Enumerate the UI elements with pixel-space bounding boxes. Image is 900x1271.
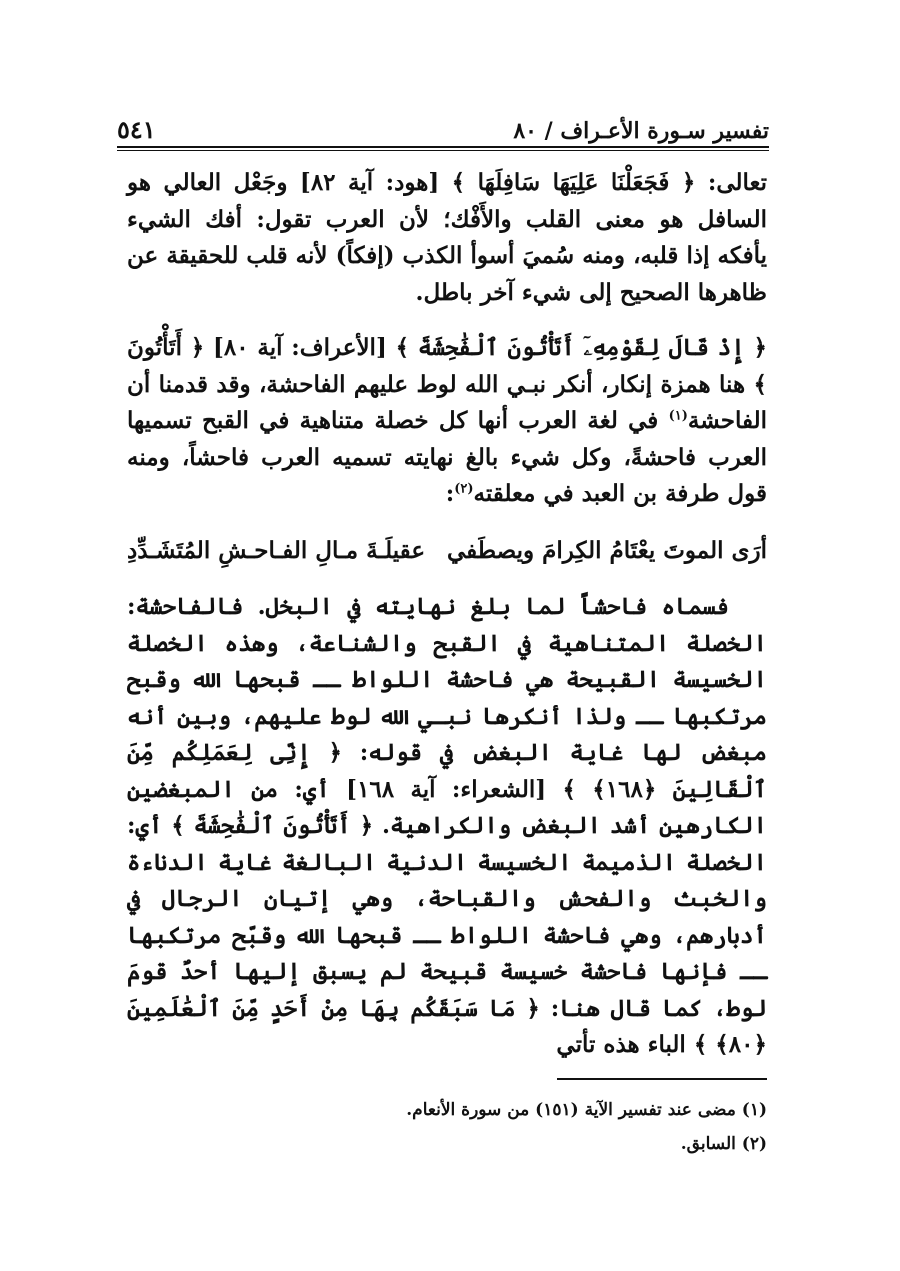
running-title: تفسير سـورة الأعـراف / ٨٠ — [513, 118, 769, 144]
quran-quote: ﴿ أَتَأْتُونَ ﴾ — [127, 334, 767, 398]
footnote-marker: (٢) — [454, 481, 474, 497]
poetry-verse — [127, 533, 767, 570]
verse-second-hemistich: عقيلَـةَ مـالِ الفـاحـشِ المُتَشَـدِّدِ — [127, 536, 426, 564]
paragraph-1: تعالى: ﴿ فَجَعَلْنَا عَلِيَهَا سَافِلَهَا ﴾ [هود: آية ٨٢] وجَعْل العالي هو السافل هو معنى القلب والأَفْك؛ لأن العرب تقول: أفك الشيء يأفكه إذا قلبه، ومنه سُميَ أسوأ الكذب (إفكاً) لأنه قلب للحقيقة عن ظاهرها الصحيح إلى شيء آخر باطل. — [127, 169, 767, 306]
page-number: ٥٤١ — [117, 115, 156, 144]
paragraph-text: : — [445, 480, 455, 507]
page-header — [117, 108, 769, 144]
footnote-rule — [557, 1078, 767, 1080]
paragraph-text: في لغة العرب أنها كل خصلة متناهية في القبح تسميها العرب فاحشةً، وكل شيء بالغ نهايته تسميه العرب فاحشاً، ومنه قول طرفة بن العبد في معلقته — [127, 407, 767, 507]
footnote-2: (٢) السابق. — [680, 1134, 767, 1154]
body-text — [127, 165, 767, 1064]
header-rule — [117, 146, 769, 151]
footnotes — [300, 1093, 767, 1161]
paragraph-text: هنا همزة إنكار، أنكر نبـي الله لوط عليهم الفاحشة، وقد قدمنا أن الفاحشة — [127, 370, 767, 434]
footnote-marker: (١) — [668, 408, 688, 424]
paragraph-3: فسماه فاحشاً لما بلغ نهايته في البخل. فالفاحشة: الخصلة المتناهية في القبح والشناعة، وهذه الخصلة الخسيسة القبيحة هي فاحشة اللواط ــ قبحها الله وقبح مرتكبها ــ ولذا أنكرها نبـي الله لوط عليهم، وبين أنه مبغض لها غاية البغض في قوله: ﴿ إِنِّى لِعَمَلِكُم مِّنَ ٱلْقَالِينَ ﴿١٦٨﴾ ﴾ [الشعراء: آية ١٦٨] أي: من المبغضين الكارهين أشد البغض والكراهية. ﴿ أَتَأْتُونَ ٱلْفَٰحِشَةَ ﴾ أي: الخصلة الذميمة الخسيسة الدنية البالغة غاية الدناءة والخبث والفحش والقباحة، وهي إتيان الرجال في أدبارهم، وهي فاحشة اللواط ــ قبحها الله وقبّح مرتكبها ــ فإنها فاحشة خسيسة قبيحة لم يسبق إليها أحدٌ قومَ لوط، كما قال هنا: ﴿ مَا سَبَقَكُم بِهَا مِنْ أَحَدٍ مِّنَ ٱلْعَٰلَمِينَ ﴿٨٠﴾ ﴾ الباء هذه تأتي — [127, 593, 767, 1058]
footnote-1: (١) مضى عند تفسير الآية (١٥١) من سورة الأنعام. — [406, 1100, 767, 1120]
quran-reference: [الأعراف: آية ٨٠] — [213, 334, 387, 361]
verse-first-hemistich: أرَى الموتَ يعْتَامُ الكِرامَ ويصطَفي — [447, 536, 767, 564]
paragraph-2 — [127, 330, 767, 513]
quran-quote: ﴿ إِذْ قَالَ لِقَوْمِهِۦٓ أَتَأْتُونَ ٱلْفَٰحِشَةَ ﴾ — [395, 334, 767, 361]
